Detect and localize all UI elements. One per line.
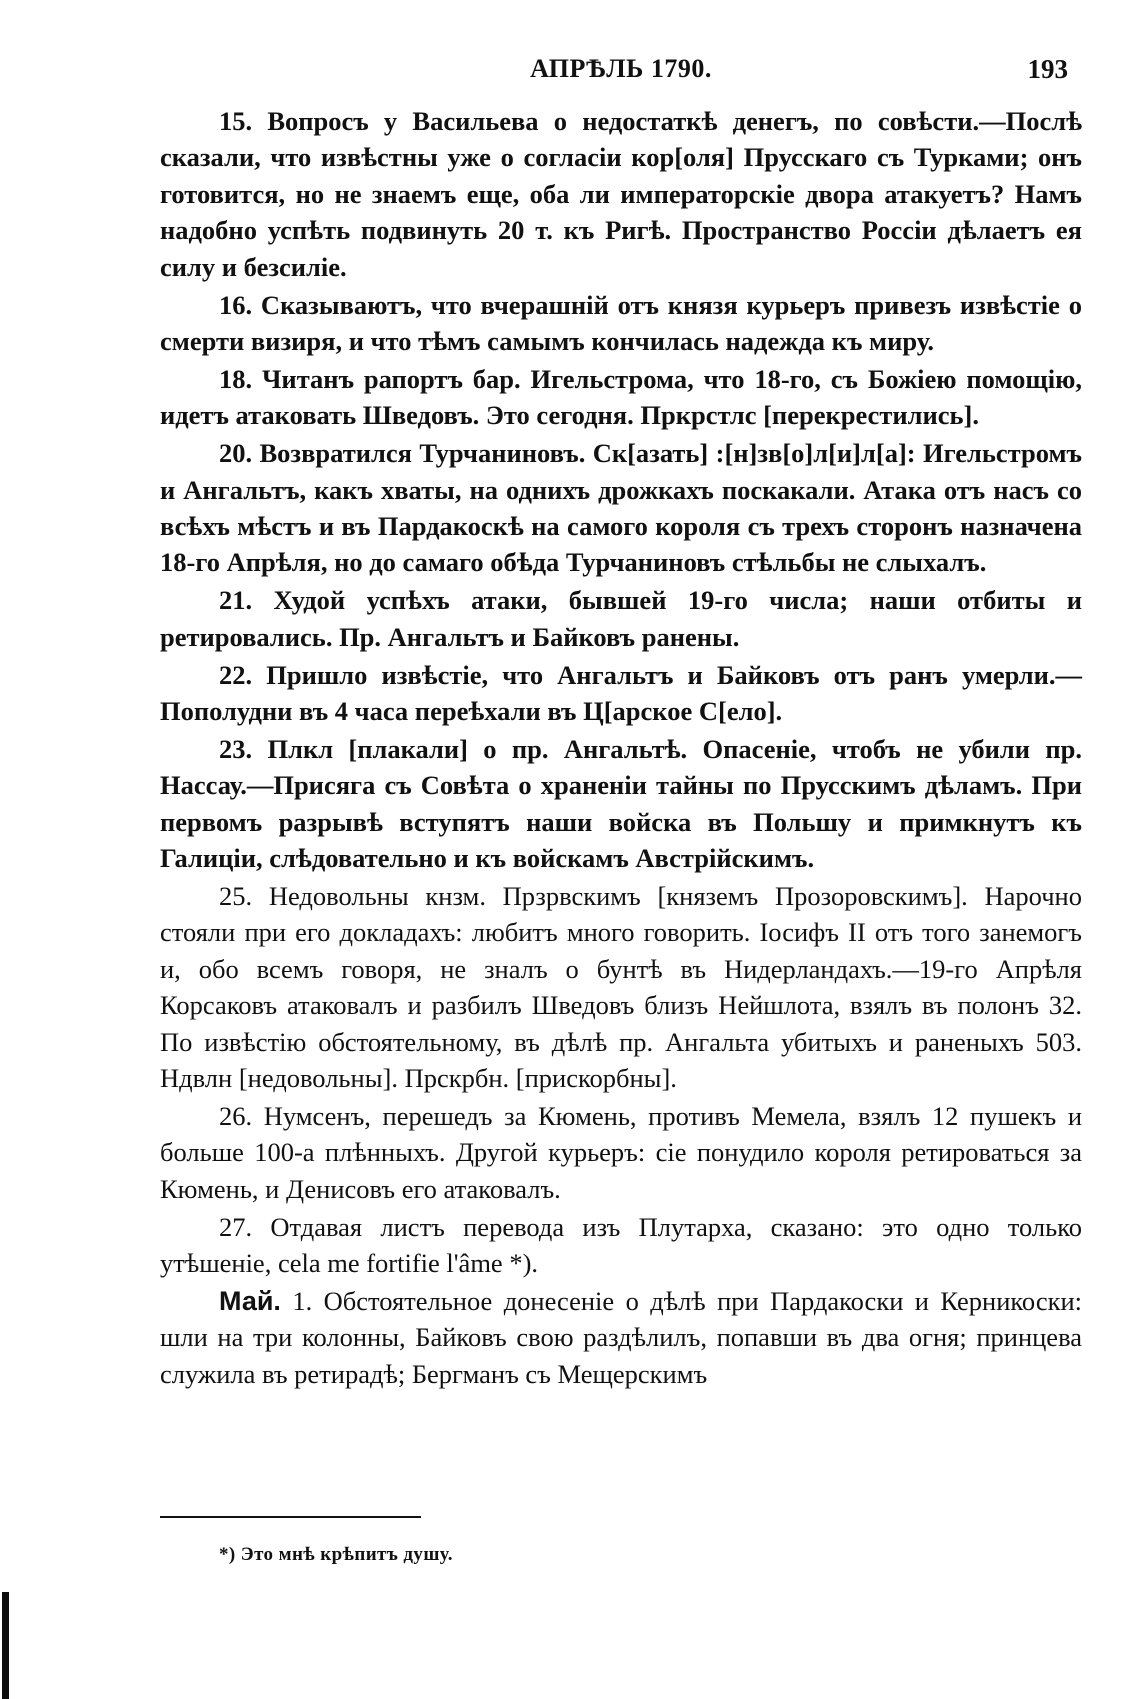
entry-25: 25. Недовольны кнзм. Прзрвскимъ [княземъ Прозоровскимъ]. Нарочно стояли при его докладахъ: любитъ много говорить. Іосифъ II отъ того занемогъ и, обо всемъ говоря, не зналъ о бунтѣ въ Нидерландахъ.—19-го Апрѣля Корсаковъ атаковалъ и разбилъ Шведовъ близъ Нейшлота, взялъ въ полонъ 32. По извѣстію обстоятельному, въ дѣлѣ пр. Ангальта убитыхъ и раненыхъ 503. Ндвлн [недовольны]. Прскрбн. [прискорбны]. — [160, 881, 1082, 1094]
entry-20: 20. Возвратился Турчаниновъ. Ск[азать] :[н]зв[о]л[и]л[а]: Игельстромъ и Ангальтъ, какъ хваты, на однихъ дрожкахъ поскакали. Атака отъ насъ со всѣхъ мѣстъ и въ Пардакоскѣ на самого короля съ трехъ сторонъ назначена 18-го Апрѣля, но до самаго обѣда Турчаниновъ стѣльбы не слыхалъ. — [160, 438, 1082, 578]
month-label-may: Май. — [219, 1286, 281, 1316]
scan-edge-mark — [2, 1592, 9, 1699]
footnote: *) Это мнѣ крѣпитъ душу. — [219, 1544, 453, 1565]
entry-22: 22. Пришло извѣстіе, что Ангальтъ и Байковъ отъ ранъ умерли.—Пополудни въ 4 часа переѣхали въ Ц[арское С[ело]. — [160, 659, 1082, 726]
diary-text — [160, 103, 1082, 1394]
entry-23: 23. Плкл [плакали] о пр. Ангальтѣ. Опасеніе, чтобъ не убили пр. Нассау.—Присяга съ Совѣта о храненіи тайны по Прусскимъ дѣламъ. При первомъ разрывѣ вступятъ наши войска въ Польшу и примкнутъ къ Галиціи, слѣдовательно и къ войскамъ Австрійскимъ. — [160, 733, 1082, 874]
entry-15: 15. Вопросъ у Васильева о недостаткѣ денегъ, по совѣсти.—Послѣ сказали, что извѣстны уже о согласіи кор[оля] Прусскаго съ Турками; онъ готовится, но не знаемъ еще, оба ли императорскіе двора атакуетъ? Намъ надобно успѣть подвинуть 20 т. къ Ригѣ. Пространство Россіи дѣлаетъ ея силу и безсиліе. — [160, 106, 1082, 282]
entry-may-1 — [160, 1283, 1082, 1392]
footnote-rule — [160, 1516, 421, 1518]
page-number: 193 — [1027, 54, 1068, 84]
entry-26: 26. Нумсенъ, перешедъ за Кюмень, противъ Мемела, взялъ 12 пушекъ и больше 100-а плѣнныхъ. Другой курьеръ: сіе понудило короля ретироваться за Кюмень, и Денисовъ его атаковалъ. — [160, 1100, 1082, 1204]
entry-21: 21. Худой успѣхъ атаки, бывшей 19-го числа; наши отбиты и ретировались. Пр. Ангальтъ и Байковъ ранены. — [160, 585, 1082, 652]
entry-16: 16. Сказываютъ, что вчерашній отъ князя курьеръ привезъ извѣстіе о смерти визиря, и что тѣмъ самымъ кончилась надежда къ миру. — [160, 289, 1082, 356]
entry-27: 27. Отдавая листъ перевода изъ Плутарха, сказано: это одно только утѣшеніе, cela me fortifie l'âme *). — [160, 1211, 1082, 1279]
entry-18: 18. Читанъ рапортъ бар. Игельстрома, что 18-го, съ Божіею помощію, идетъ атаковать Шведовъ. Это сегодня. Пркрстлс [перекрестились]. — [160, 363, 1082, 431]
page-header — [160, 54, 1082, 94]
entry-may-1-text: 1. Обстоятельное донесеніе о дѣлѣ при Пардакоски и Керникоски: шли на три колонны, Байковъ свою раздѣлилъ, попавши въ два огня; принцева служила въ ретирадѣ; Бергманъ съ Мещерскимъ — [160, 1286, 1082, 1389]
running-head: АПРѢЛЬ 1790. — [530, 54, 712, 83]
